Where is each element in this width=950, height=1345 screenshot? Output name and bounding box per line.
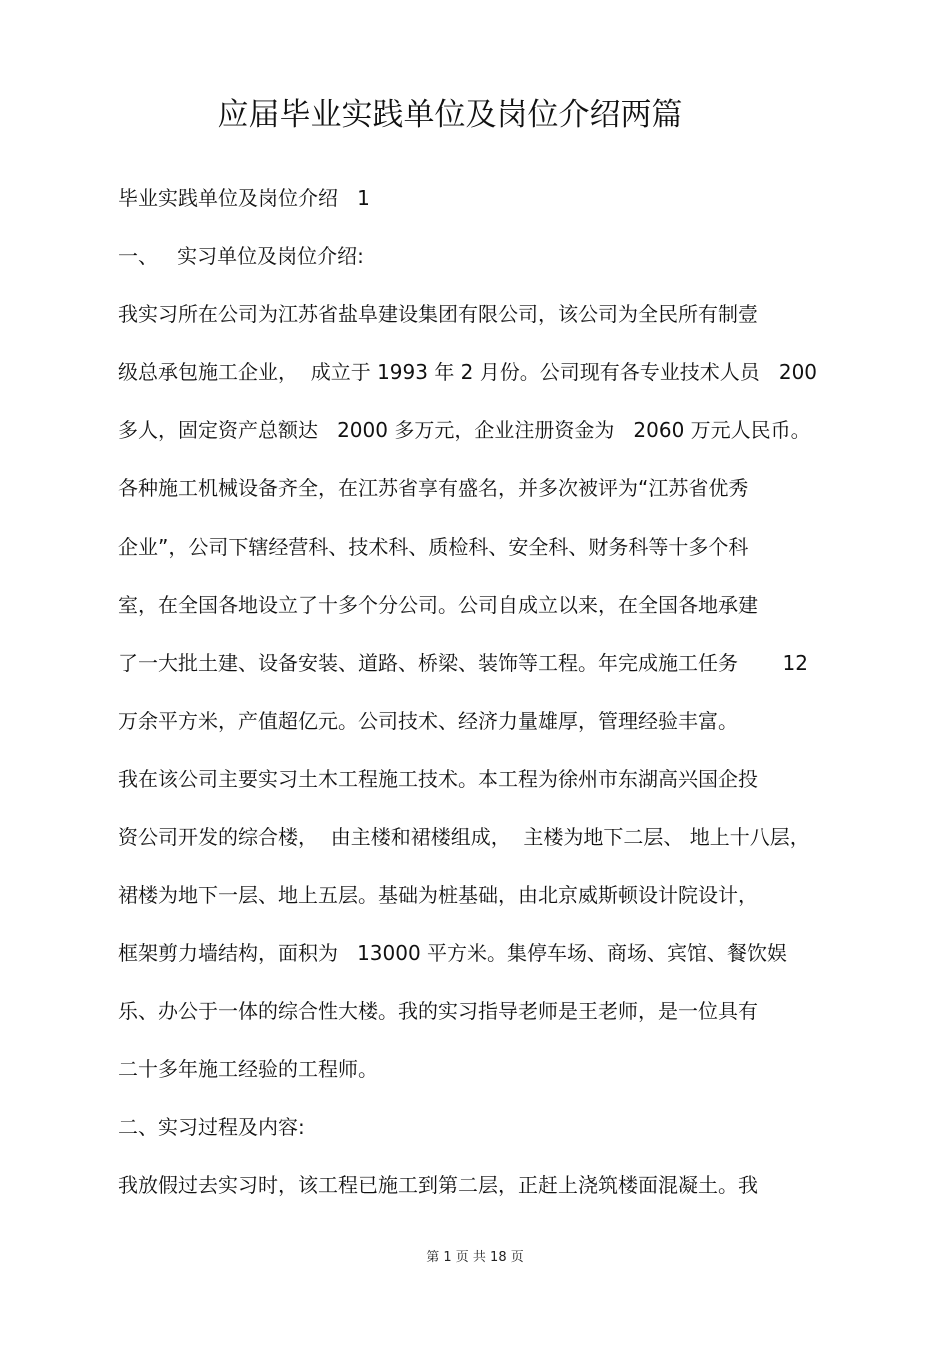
paragraph-line: 万余平方米，产值超亿元。公司技术、经济力量雄厚，管理经验丰富。 (118, 709, 738, 733)
paragraph-line: 各种施工机械设备齐全，在江苏省享有盛名，并多次被评为“江苏省优秀 (118, 476, 749, 500)
paragraph-line: 框架剪力墙结构，面积为 13000 平方米。集停车场、商场、宾馆、餐饮娱 (118, 941, 788, 965)
paragraph-line: 我在该公司主要实习土木工程施工技术。本工程为徐州市东湖高兴国企投 (118, 767, 758, 791)
paragraph-line: 室，在全国各地设立了十多个分公司。公司自成立以来，在全国各地承建 (118, 593, 758, 617)
paragraph-line: 资公司开发的综合楼， 由主楼和裙楼组成， 主楼为地下二层、 地上十八层， (118, 825, 810, 849)
page-footer: 第 1 页 共 18 页 (426, 1250, 524, 1265)
subsection-heading-1: 一、 实习单位及岗位介绍: (118, 244, 364, 268)
document-title: 应届毕业实践单位及岗位介绍两篇 (217, 97, 683, 133)
paragraph-line: 企业”，公司下辖经营科、技术科、质检科、安全科、财务科等十多个科 (118, 535, 749, 559)
paragraph-line: 我实习所在公司为江苏省盐阜建设集团有限公司，该公司为全民所有制壹 (118, 302, 758, 326)
paragraph-line: 级总承包施工企业， 成立于 1993 年 2 月份。公司现有各专业技术人员 200 (118, 360, 818, 384)
paragraph-line: 了一大批土建、设备安装、道路、桥梁、装饰等工程。年完成施工任务 12 (118, 651, 808, 675)
section-heading-1: 毕业实践单位及岗位介绍 1 (118, 186, 370, 210)
paragraph-line: 二十多年施工经验的工程师。 (118, 1057, 378, 1081)
paragraph-line: 裙楼为地下一层、地上五层。基础为桩基础，由北京威斯顿设计院设计， (118, 883, 758, 907)
paragraph-line: 乐、办公于一体的综合性大楼。我的实习指导老师是王老师，是一位具有 (118, 999, 758, 1023)
paragraph-line: 我放假过去实习时，该工程已施工到第二层，正赶上浇筑楼面混凝土。我 (118, 1173, 758, 1197)
subsection-heading-2: 二、实习过程及内容: (118, 1115, 305, 1139)
paragraph-line: 多人，固定资产总额达 2000 多万元，企业注册资金为 2060 万元人民币。 (118, 418, 811, 442)
